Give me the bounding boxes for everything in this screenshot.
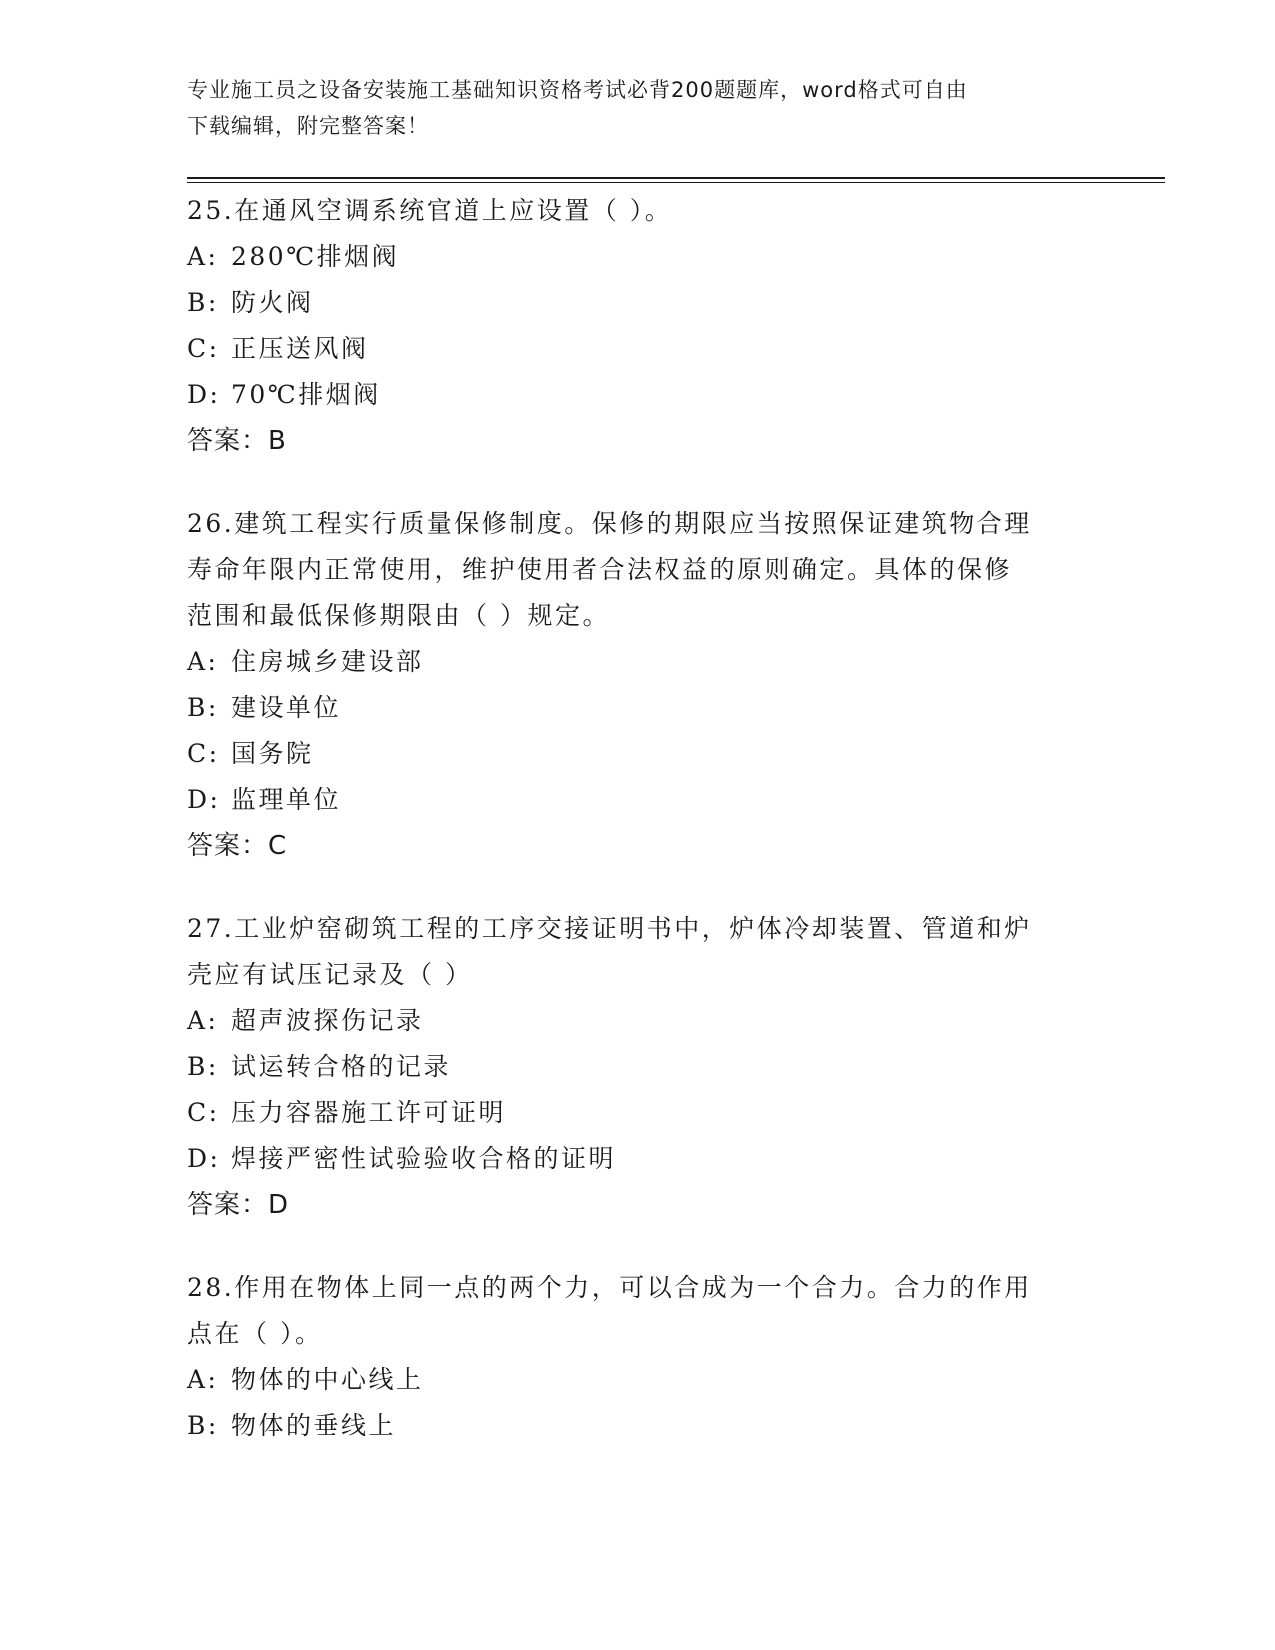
option-row <box>187 280 1087 326</box>
header-divider <box>187 177 1165 179</box>
option-key: B: <box>187 288 219 317</box>
option-text: 住房城乡建设部 <box>231 647 424 676</box>
header-divider-thin <box>187 182 1165 183</box>
question-list <box>187 188 1087 1486</box>
option-text: 超声波探伤记录 <box>231 1006 424 1035</box>
option-key: C: <box>187 739 220 768</box>
question-text-line: 范围和最低保修期限由（ ）规定。 <box>187 601 610 630</box>
option-text: 监理单位 <box>231 785 342 814</box>
header-line-2: 下载编辑，附完整答案！ <box>187 114 429 138</box>
answer-line: 答案：B <box>187 426 287 456</box>
option-row <box>187 685 1087 731</box>
option-text: 试运转合格的记录 <box>231 1052 452 1081</box>
option-key: D: <box>187 1144 221 1173</box>
option-text: 物体的垂线上 <box>231 1411 397 1440</box>
option-row <box>187 639 1087 685</box>
option-text: 物体的中心线上 <box>231 1365 424 1394</box>
option-row <box>187 1403 1087 1449</box>
question-text-line: 点在（ ）。 <box>187 1319 323 1348</box>
option-row <box>187 1136 1087 1182</box>
option-text: 正压送风阀 <box>231 334 369 363</box>
question-block <box>187 906 1087 1228</box>
option-text: 建设单位 <box>231 693 342 722</box>
option-row <box>187 372 1087 418</box>
option-key: B: <box>187 693 219 722</box>
option-key: B: <box>187 1052 219 1081</box>
answer-line: 答案：C <box>187 831 288 861</box>
option-text: 防火阀 <box>231 288 314 317</box>
option-key: A: <box>187 647 219 676</box>
option-text: 压力容器施工许可证明 <box>231 1098 507 1127</box>
option-key: C: <box>187 1098 220 1127</box>
option-key: B: <box>187 1411 219 1440</box>
option-key: D: <box>187 785 221 814</box>
question-text-line: 27.工业炉窑砌筑工程的工序交接证明书中，炉体冷却装置、管道和炉 <box>187 914 1032 943</box>
option-row <box>187 326 1087 372</box>
option-key: C: <box>187 334 220 363</box>
header-line-1: 专业施工员之设备安装施工基础知识资格考试必背200题题库，word格式可自由 <box>187 78 968 102</box>
option-row <box>187 777 1087 823</box>
option-text: 国务院 <box>231 739 314 768</box>
option-text: 280℃排烟阀 <box>231 242 400 271</box>
option-text: 焊接严密性试验验收合格的证明 <box>231 1144 617 1173</box>
question-block <box>187 501 1087 869</box>
option-row <box>187 998 1087 1044</box>
question-block <box>187 1265 1087 1449</box>
option-key: A: <box>187 1365 219 1394</box>
option-row <box>187 1357 1087 1403</box>
document-header <box>187 72 1087 144</box>
answer-line: 答案：D <box>187 1190 290 1220</box>
option-key: D: <box>187 380 221 409</box>
question-text-line: 寿命年限内正常使用，维护使用者合法权益的原则确定。具体的保修 <box>187 555 1013 584</box>
option-text: 70℃排烟阀 <box>231 380 381 409</box>
option-row <box>187 1044 1087 1090</box>
question-text-line: 壳应有试压记录及（ ） <box>187 960 473 989</box>
option-key: A: <box>187 1006 219 1035</box>
question-block <box>187 188 1087 464</box>
option-row <box>187 731 1087 777</box>
question-text-line: 26.建筑工程实行质量保修制度。保修的期限应当按照保证建筑物合理 <box>187 509 1032 538</box>
question-text-line: 28.作用在物体上同一点的两个力，可以合成为一个合力。合力的作用 <box>187 1273 1032 1302</box>
option-row <box>187 1090 1087 1136</box>
option-key: A: <box>187 242 219 271</box>
question-text-line: 25.在通风空调系统官道上应设置（ ）。 <box>187 196 673 225</box>
option-row <box>187 234 1087 280</box>
